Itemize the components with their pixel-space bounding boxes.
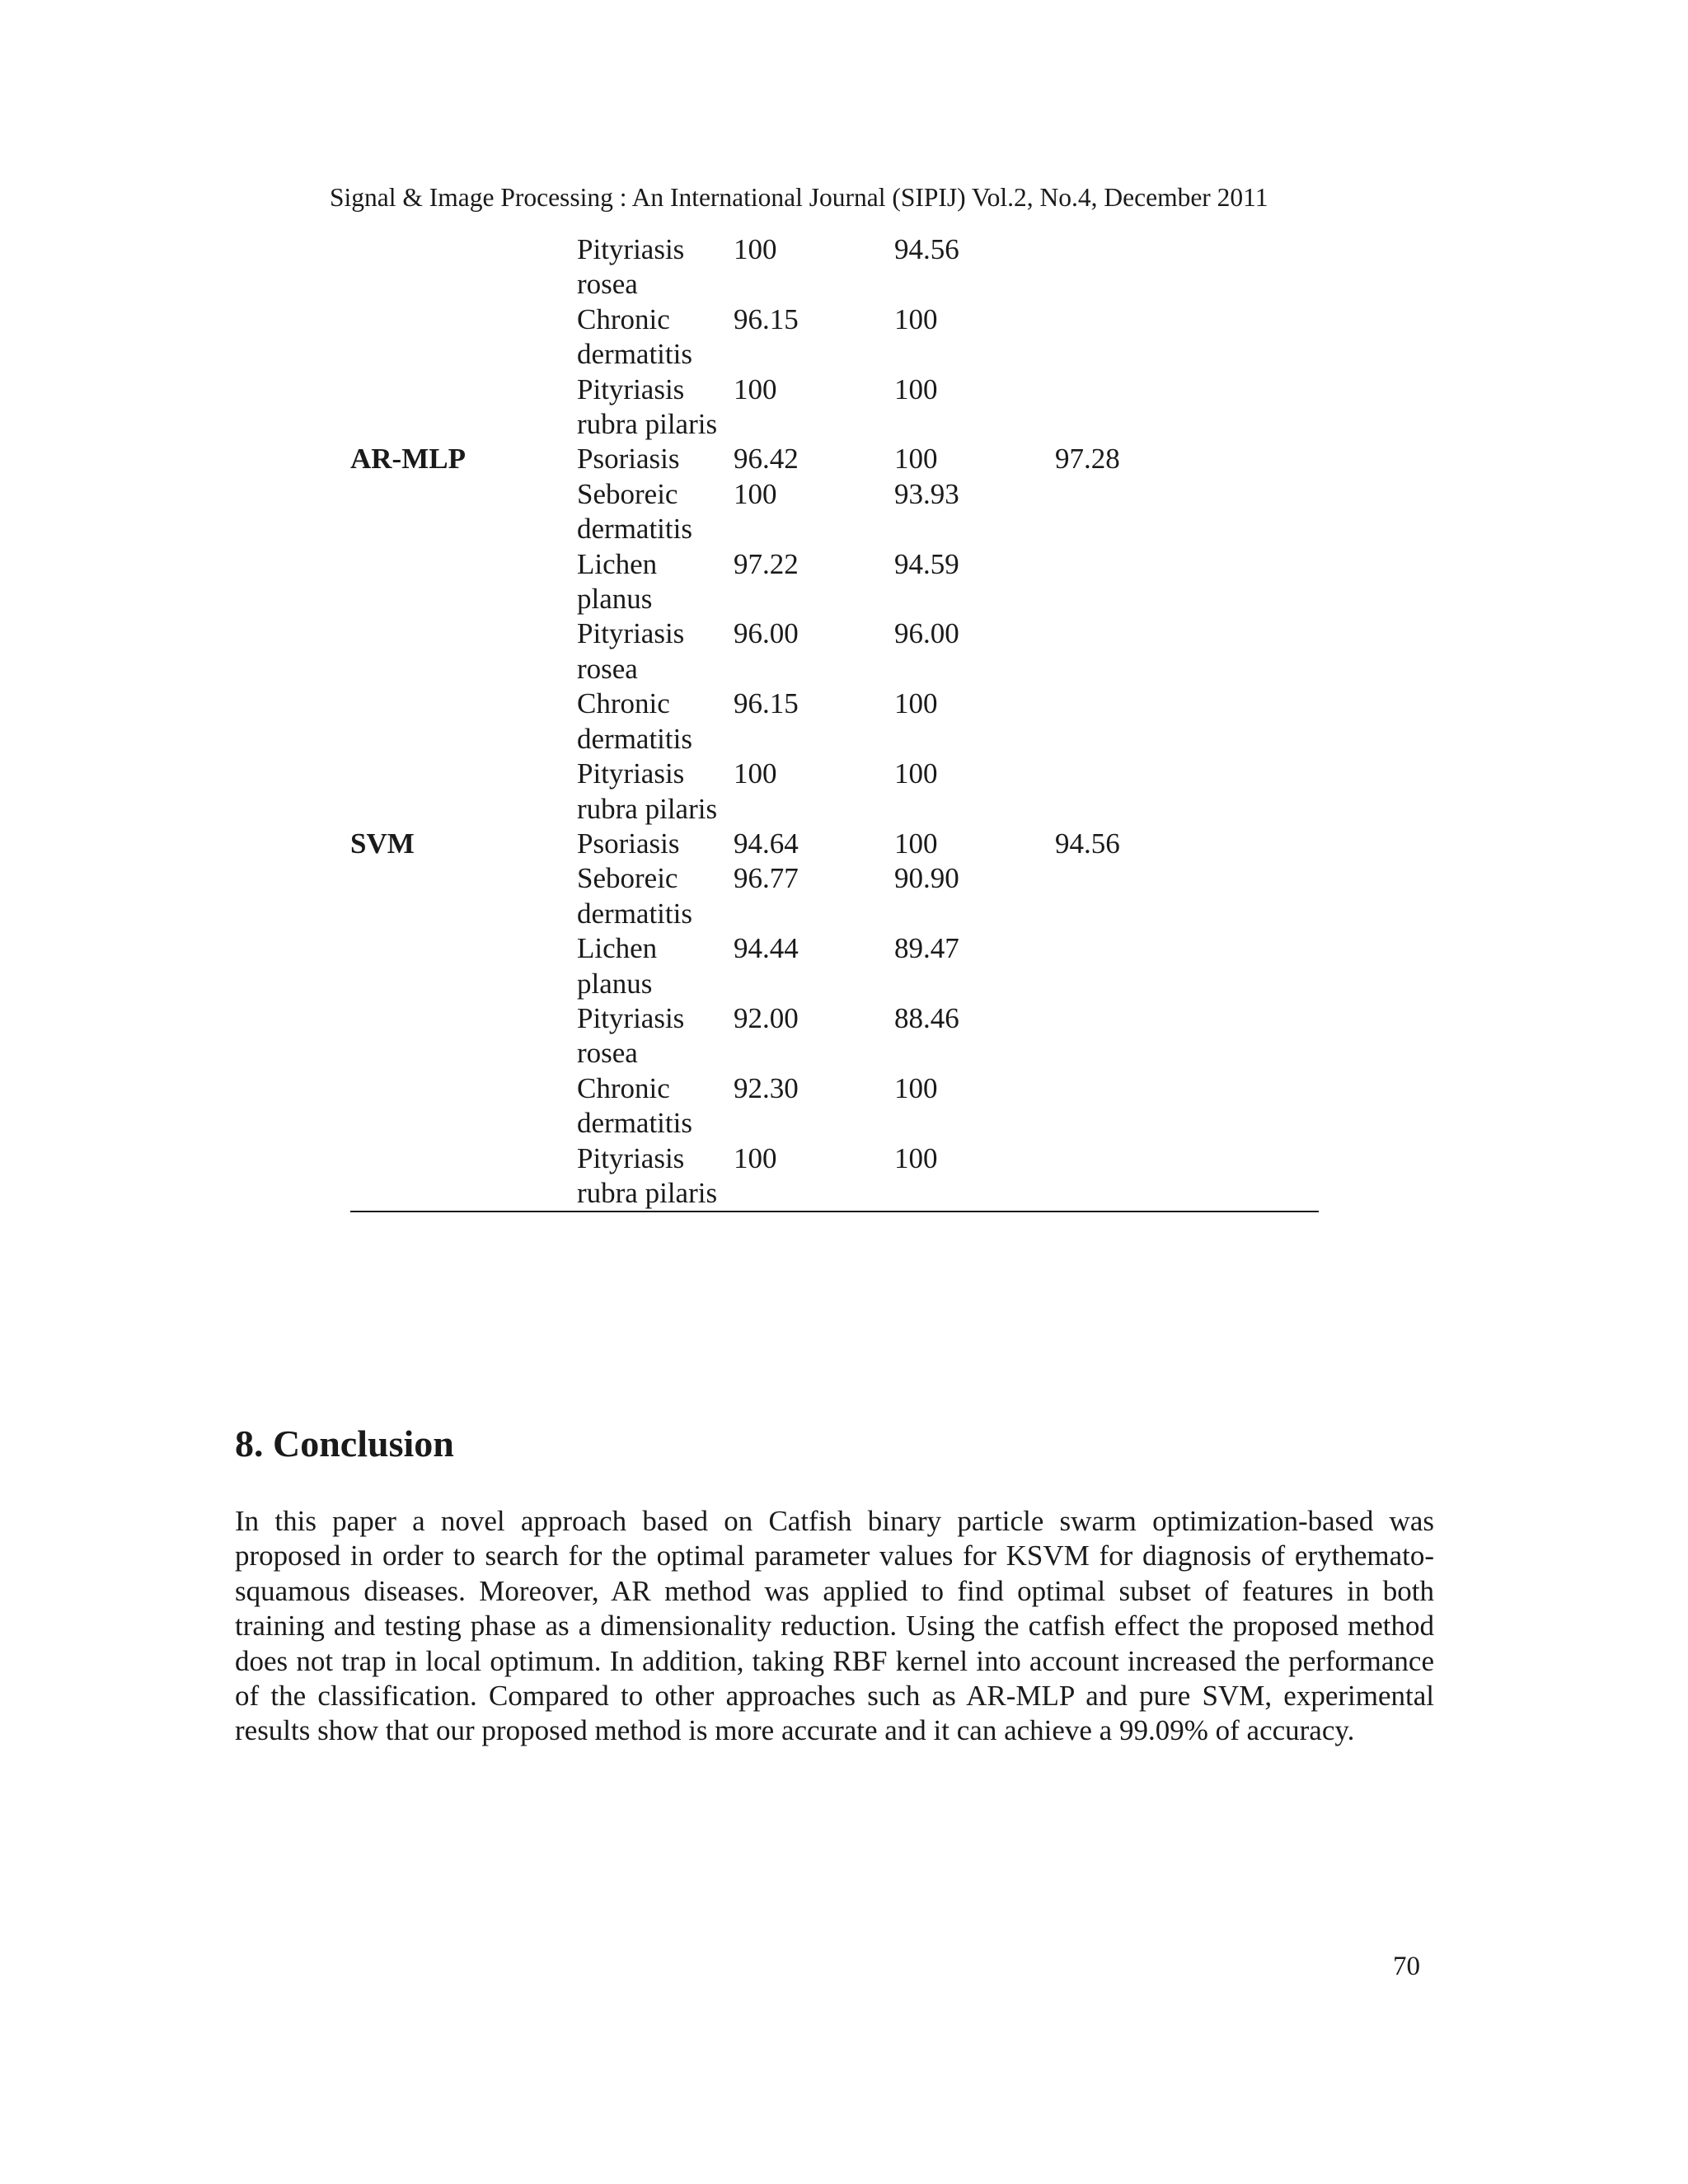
value-cell-1: 92.30 xyxy=(734,1071,799,1104)
disease-cell: Pityriasis rubra pilaris xyxy=(577,373,718,441)
overall-accuracy-cell xyxy=(1055,232,1319,302)
disease-cell: Chronic dermatitis xyxy=(577,687,692,755)
overall-accuracy-cell: 94.56 xyxy=(1055,827,1120,860)
disease-cell: Chronic dermatitis xyxy=(577,1071,692,1140)
table-row xyxy=(350,757,1319,827)
value-cell-2: 96.00 xyxy=(894,617,959,650)
section-title: 8. Conclusion xyxy=(235,1422,454,1465)
method-cell xyxy=(350,616,577,687)
disease-cell: Seboreic dermatitis xyxy=(577,862,692,930)
disease-cell: Pityriasis rosea xyxy=(577,617,685,685)
method-cell xyxy=(350,687,577,757)
overall-accuracy-cell xyxy=(1055,547,1319,617)
value-cell-1: 96.00 xyxy=(734,617,799,650)
overall-accuracy-cell xyxy=(1055,1071,1319,1141)
overall-accuracy-cell xyxy=(1055,373,1319,443)
method-cell xyxy=(350,547,577,617)
table-row xyxy=(350,442,1319,476)
value-cell-1: 100 xyxy=(734,1141,894,1212)
table-row xyxy=(350,1141,1319,1212)
value-cell-1: 100 xyxy=(734,233,777,265)
overall-accuracy-cell xyxy=(1055,616,1319,687)
overall-accuracy-cell xyxy=(1055,931,1319,1001)
disease-cell: Pityriasis rosea xyxy=(577,1001,685,1070)
value-cell-2: 100 xyxy=(894,1071,938,1104)
method-cell xyxy=(350,931,577,1001)
table-row xyxy=(350,1001,1319,1071)
value-cell-2: 100 xyxy=(894,373,938,405)
disease-cell: Chronic dermatitis xyxy=(577,302,692,371)
value-cell-1: 100 xyxy=(734,373,777,405)
disease-cell: Pityriasis rubra pilaris xyxy=(577,1141,734,1212)
table-row xyxy=(350,931,1319,1001)
value-cell-1: 100 xyxy=(734,477,777,510)
disease-cell: Lichen planus xyxy=(577,932,658,1000)
overall-accuracy-cell xyxy=(1055,302,1319,373)
method-cell xyxy=(350,302,577,373)
table-row xyxy=(350,373,1319,443)
overall-accuracy-cell xyxy=(1055,477,1319,547)
value-cell-2: 94.59 xyxy=(894,547,959,580)
value-cell-1: 96.77 xyxy=(734,862,799,895)
value-cell-1: 100 xyxy=(734,757,777,790)
method-cell xyxy=(350,1141,577,1212)
value-cell-1: 96.15 xyxy=(734,687,799,720)
method-cell xyxy=(350,1071,577,1141)
value-cell-2: 100 xyxy=(894,1141,1055,1212)
overall-accuracy-cell xyxy=(1055,861,1319,931)
method-cell: SVM xyxy=(350,827,415,860)
method-cell xyxy=(350,477,577,547)
page-number: 70 xyxy=(1393,1952,1420,1981)
disease-cell: Pityriasis rosea xyxy=(577,233,685,301)
disease-cell: Psoriasis xyxy=(577,443,680,476)
table-row xyxy=(350,302,1319,373)
value-cell-2: 94.56 xyxy=(894,233,959,265)
value-cell-1: 92.00 xyxy=(734,1001,799,1034)
value-cell-2: 100 xyxy=(894,687,938,720)
value-cell-2: 100 xyxy=(894,757,938,790)
method-cell xyxy=(350,861,577,931)
running-header: Signal & Image Processing : An International Journal (SIPIJ) Vol.2, No.4, December 2011 xyxy=(330,183,1268,212)
method-cell xyxy=(350,757,577,827)
value-cell-1: 97.22 xyxy=(734,547,799,580)
table-row xyxy=(350,616,1319,687)
overall-accuracy-cell xyxy=(1055,1141,1319,1212)
overall-accuracy-cell xyxy=(1055,687,1319,757)
results-table-body xyxy=(350,232,1319,1212)
disease-cell: Lichen planus xyxy=(577,547,658,616)
table-row xyxy=(350,477,1319,547)
value-cell-2: 100 xyxy=(894,827,938,860)
table-row xyxy=(350,547,1319,617)
overall-accuracy-cell xyxy=(1055,757,1319,827)
method-cell xyxy=(350,232,577,302)
value-cell-2: 100 xyxy=(894,302,938,335)
overall-accuracy-cell xyxy=(1055,1001,1319,1071)
value-cell-1: 96.42 xyxy=(734,443,799,476)
table-row xyxy=(350,232,1319,302)
value-cell-1: 94.64 xyxy=(734,827,799,860)
value-cell-2: 89.47 xyxy=(894,932,959,965)
table-row xyxy=(350,827,1319,861)
method-cell: AR-MLP xyxy=(350,443,466,476)
value-cell-2: 93.93 xyxy=(894,477,959,510)
disease-cell: Psoriasis xyxy=(577,827,680,860)
results-table xyxy=(350,232,1319,1212)
table-row xyxy=(350,1071,1319,1141)
value-cell-2: 88.46 xyxy=(894,1001,959,1034)
value-cell-2: 100 xyxy=(894,443,938,476)
conclusion-paragraph: In this paper a novel approach based on Catfish binary particle swarm optimization-based was proposed in order to search for the optimal parameter values for KSVM for diagnosis of erythemato-squamous diseases. Moreover, AR method was applied to find optimal subset of features in both training and testing phase as a dimensionality reduction. Using the catfish effect the proposed method does not trap in local optimum. In addition, taking RBF kernel into account increased the performance of the classification. Compared to other approaches such as AR-MLP and pure SVM, experimental results show that our proposed method is more accurate and it can achieve a 99.09% of accuracy. xyxy=(235,1505,1434,1747)
value-cell-1: 96.15 xyxy=(734,302,799,335)
table-row xyxy=(350,861,1319,931)
overall-accuracy-cell: 97.28 xyxy=(1055,443,1120,476)
value-cell-1: 94.44 xyxy=(734,932,799,965)
method-cell xyxy=(350,373,577,443)
table-row xyxy=(350,687,1319,757)
disease-cell: Seboreic dermatitis xyxy=(577,477,692,546)
value-cell-2: 90.90 xyxy=(894,862,959,895)
method-cell xyxy=(350,1001,577,1071)
disease-cell: Pityriasis rubra pilaris xyxy=(577,757,718,825)
